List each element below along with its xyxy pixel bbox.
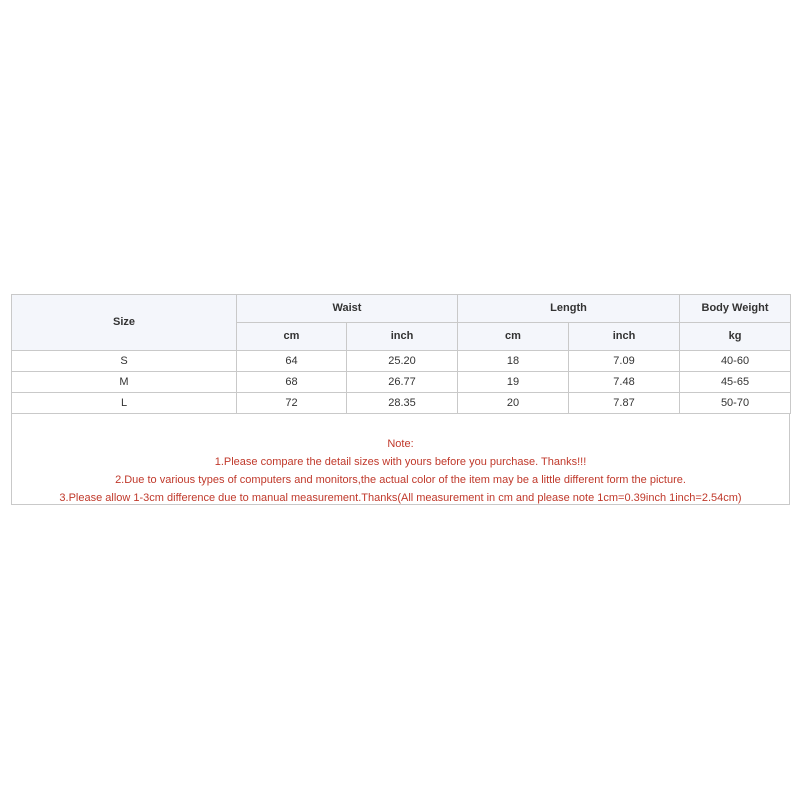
length-inch-cell: 7.48 <box>569 372 680 393</box>
length-header: Length <box>458 295 680 323</box>
length-cm-cell: 18 <box>458 351 569 372</box>
waist-cm-cell: 72 <box>237 393 347 414</box>
waist-cm-unit: cm <box>237 323 347 351</box>
weight-kg-unit: kg <box>680 323 791 351</box>
weight-cell: 45-65 <box>680 372 791 393</box>
waist-inch-cell: 25.20 <box>347 351 458 372</box>
length-cm-cell: 19 <box>458 372 569 393</box>
table-row <box>12 351 791 372</box>
size-cell: S <box>12 351 237 372</box>
table-header-row <box>12 295 791 323</box>
weight-cell: 50-70 <box>680 393 791 414</box>
length-inch-cell: 7.87 <box>569 393 680 414</box>
body-weight-header: Body Weight <box>680 295 791 323</box>
waist-inch-unit: inch <box>347 323 458 351</box>
waist-inch-cell: 28.35 <box>347 393 458 414</box>
length-cm-unit: cm <box>458 323 569 351</box>
weight-cell: 40-60 <box>680 351 791 372</box>
waist-header: Waist <box>237 295 458 323</box>
notes-box <box>11 414 790 505</box>
note-line-2: 2.Due to various types of computers and monitors,the actual color of the item may be a little different form the picture. <box>115 474 686 486</box>
note-title: Note: <box>387 438 414 450</box>
size-cell: L <box>12 393 237 414</box>
waist-cm-cell: 68 <box>237 372 347 393</box>
length-cm-cell: 20 <box>458 393 569 414</box>
waist-cm-cell: 64 <box>237 351 347 372</box>
size-cell: M <box>12 372 237 393</box>
note-line-1: 1.Please compare the detail sizes with yours before you purchase. Thanks!!! <box>214 456 587 468</box>
length-inch-cell: 7.09 <box>569 351 680 372</box>
size-chart <box>11 294 790 505</box>
size-table <box>11 294 791 414</box>
waist-inch-cell: 26.77 <box>347 372 458 393</box>
note-line-3: 3.Please allow 1-3cm difference due to manual measurement.Thanks(All measurement in cm and please note 1cm=0.39inch 1inch=2.54cm) <box>59 492 742 504</box>
length-inch-unit: inch <box>569 323 680 351</box>
table-row <box>12 372 791 393</box>
table-row <box>12 393 791 414</box>
size-header: Size <box>12 295 237 351</box>
